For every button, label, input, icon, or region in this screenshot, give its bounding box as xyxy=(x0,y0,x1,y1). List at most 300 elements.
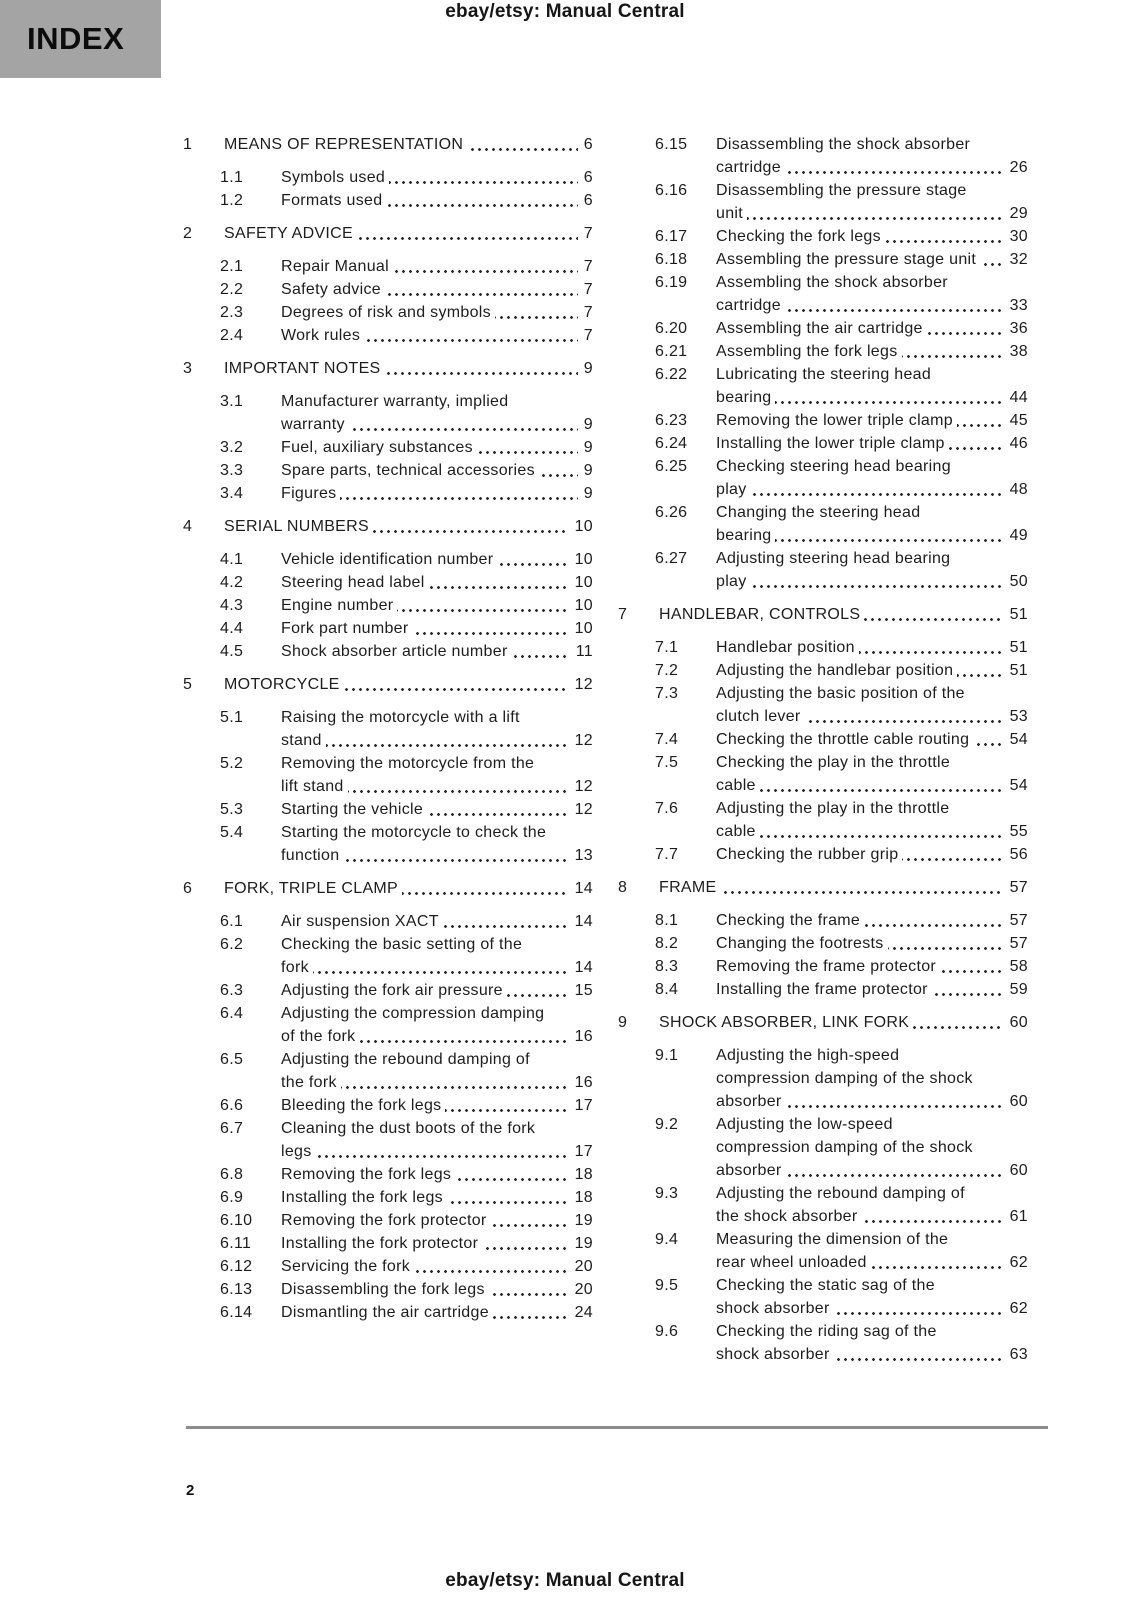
toc-entry-body xyxy=(281,910,593,933)
toc-column-right xyxy=(618,133,1028,1366)
toc-entry-page: 29 xyxy=(1004,202,1028,225)
toc-entry-title: Adjusting the rebound damping of the shock absorber xyxy=(716,1185,965,1225)
toc-entry-page: 53 xyxy=(1004,705,1028,728)
footer-divider xyxy=(186,1426,1048,1429)
toc-entry-number: 5 xyxy=(183,676,193,693)
toc-entry xyxy=(183,617,593,640)
toc-entry-number: 3 xyxy=(183,360,193,377)
toc-entry-body xyxy=(281,798,593,821)
toc-entry xyxy=(183,673,593,696)
toc-entry xyxy=(618,432,1028,455)
toc-entry-number: 8.2 xyxy=(655,935,679,952)
toc-entry-page: 20 xyxy=(569,1278,593,1301)
toc-entry-number: 3.1 xyxy=(220,393,244,410)
toc-entry-number: 7.7 xyxy=(655,846,679,863)
toc-entry-title: FORK, TRIPLE CLAMP xyxy=(224,880,402,897)
toc-entry-number: 6.1 xyxy=(220,913,244,930)
toc-entry xyxy=(618,1113,1028,1182)
toc-entry xyxy=(618,340,1028,363)
toc-entry-body xyxy=(716,978,1028,1001)
toc-entry-number: 6.19 xyxy=(655,274,688,291)
toc-entry-page: 10 xyxy=(569,548,593,571)
toc-entry-page: 60 xyxy=(1004,1159,1028,1182)
toc-entry-page: 48 xyxy=(1004,478,1028,501)
toc-entry xyxy=(183,133,593,156)
toc-entry-body xyxy=(224,877,593,900)
toc-entry-number: 6.26 xyxy=(655,504,688,521)
toc-entry-title: Checking the throttle cable routing xyxy=(716,731,973,748)
toc-entry-title: Figures xyxy=(281,485,340,502)
toc-entry-body xyxy=(716,955,1028,978)
toc-entry-title: Starting the motorcycle to check the function xyxy=(281,824,547,864)
toc-entry-number: 6.12 xyxy=(220,1258,253,1275)
toc-entry xyxy=(618,876,1028,899)
toc-entry-title: Disassembling the fork legs xyxy=(281,1281,489,1298)
toc-entry-page: 45 xyxy=(1004,409,1028,432)
toc-entry-title: SHOCK ABSORBER, LINK FORK xyxy=(659,1014,913,1031)
toc-entry-body xyxy=(716,636,1028,659)
toc-entry-title: Removing the frame protector xyxy=(716,958,940,975)
toc-entry-page: 17 xyxy=(569,1094,593,1117)
toc-entry-body xyxy=(716,932,1028,955)
toc-entry xyxy=(183,222,593,245)
toc-entry xyxy=(618,1011,1028,1034)
toc-entry-number: 3.4 xyxy=(220,485,244,502)
toc-entry-title: Adjusting the high-speed compression damping of the shock absorber xyxy=(716,1047,973,1110)
toc-entry-number: 4 xyxy=(183,518,193,535)
toc-entry xyxy=(618,843,1028,866)
toc-entry-body xyxy=(716,547,1028,593)
toc-entry-body xyxy=(716,1113,1028,1182)
toc-entry-number: 6.15 xyxy=(655,136,688,153)
toc-entry-title: Checking the rubber grip xyxy=(716,846,902,863)
toc-entry-number: 4.5 xyxy=(220,643,244,660)
toc-entry xyxy=(183,548,593,571)
toc-entry-body xyxy=(224,222,593,245)
toc-entry xyxy=(618,636,1028,659)
toc-entry-page: 51 xyxy=(1004,636,1028,659)
toc-entry-page: 17 xyxy=(569,1140,593,1163)
toc-entry xyxy=(183,1048,593,1094)
toc-entry xyxy=(183,640,593,663)
toc-entry-body xyxy=(281,390,593,436)
toc-entry xyxy=(183,357,593,380)
toc-entry-title: Servicing the fork xyxy=(281,1258,414,1275)
toc-entry-number: 6.7 xyxy=(220,1120,244,1137)
toc-entry-page: 7 xyxy=(578,301,593,324)
toc-entry-page: 54 xyxy=(1004,774,1028,797)
toc-entry-title: Removing the fork legs xyxy=(281,1166,455,1183)
toc-entry-title: SERIAL NUMBERS xyxy=(224,518,373,535)
toc-entry xyxy=(618,363,1028,409)
toc-entry-title: Starting the vehicle xyxy=(281,801,427,818)
toc-entry-title: Assembling the shock absorber cartridge xyxy=(716,274,948,314)
toc-entry-body xyxy=(281,1301,593,1324)
toc-entry-title: Adjusting the low-speed compression damping of the shock absorber xyxy=(716,1116,973,1179)
toc-entry-number: 9.6 xyxy=(655,1323,679,1340)
toc-entry xyxy=(183,324,593,347)
toc-entry-title: Handlebar position xyxy=(716,639,859,656)
toc-entry-body xyxy=(716,797,1028,843)
toc-entry xyxy=(618,1274,1028,1320)
toc-entry-body xyxy=(716,659,1028,682)
toc-entry xyxy=(183,459,593,482)
toc-entry-page: 62 xyxy=(1004,1251,1028,1274)
toc-entry-title: Bleeding the fork legs xyxy=(281,1097,445,1114)
toc-entry xyxy=(618,133,1028,179)
toc-entry-body xyxy=(716,363,1028,409)
toc-entry-number: 1 xyxy=(183,136,193,153)
toc-entry-body xyxy=(281,278,593,301)
toc-entry-body xyxy=(281,821,593,867)
toc-entry xyxy=(618,455,1028,501)
table-of-contents xyxy=(183,133,1028,1366)
toc-entry xyxy=(183,390,593,436)
toc-entry xyxy=(183,706,593,752)
toc-entry-page: 12 xyxy=(569,798,593,821)
toc-entry-page: 59 xyxy=(1004,978,1028,1001)
toc-entry xyxy=(618,547,1028,593)
toc-entry-title: HANDLEBAR, CONTROLS xyxy=(659,606,864,623)
toc-entry-number: 6.14 xyxy=(220,1304,253,1321)
toc-entry-number: 6.20 xyxy=(655,320,688,337)
toc-entry-number: 5.4 xyxy=(220,824,244,841)
toc-entry-page: 9 xyxy=(578,482,593,505)
toc-entry-page: 9 xyxy=(578,436,593,459)
toc-entry xyxy=(183,877,593,900)
toc-entry xyxy=(618,409,1028,432)
toc-entry-page: 7 xyxy=(578,324,593,347)
toc-entry-title: Checking the static sag of the shock absorber xyxy=(716,1277,935,1317)
toc-entry-body xyxy=(716,1182,1028,1228)
toc-entry-page: 6 xyxy=(578,189,593,212)
toc-entry-page: 10 xyxy=(569,515,593,538)
toc-entry xyxy=(618,797,1028,843)
toc-entry-title: Assembling the pressure stage unit xyxy=(716,251,980,268)
toc-entry-body xyxy=(281,617,593,640)
toc-entry-number: 6.4 xyxy=(220,1005,244,1022)
toc-entry-number: 9.3 xyxy=(655,1185,679,1202)
toc-entry-number: 4.3 xyxy=(220,597,244,614)
toc-entry-title: Checking the fork legs xyxy=(716,228,885,245)
toc-entry-number: 9.1 xyxy=(655,1047,679,1064)
toc-entry xyxy=(183,1117,593,1163)
toc-entry-number: 2.2 xyxy=(220,281,244,298)
toc-entry-page: 46 xyxy=(1004,432,1028,455)
toc-entry-body xyxy=(281,752,593,798)
toc-entry-title: Adjusting the handlebar position xyxy=(716,662,957,679)
toc-entry-body xyxy=(716,455,1028,501)
page-footer-title: ebay/etsy: Manual Central xyxy=(445,1570,685,1591)
toc-entry-title: FRAME xyxy=(659,879,721,896)
toc-entry xyxy=(183,278,593,301)
toc-entry xyxy=(183,255,593,278)
toc-entry-title: Work rules xyxy=(281,327,364,344)
toc-entry xyxy=(183,910,593,933)
toc-entry-body xyxy=(716,317,1028,340)
toc-entry-body xyxy=(281,459,593,482)
toc-entry-number: 6.6 xyxy=(220,1097,244,1114)
toc-entry-number: 2.4 xyxy=(220,327,244,344)
toc-entry xyxy=(618,909,1028,932)
toc-entry-page: 50 xyxy=(1004,570,1028,593)
toc-entry-page: 14 xyxy=(569,956,593,979)
toc-entry-page: 61 xyxy=(1004,1205,1028,1228)
toc-entry-page: 36 xyxy=(1004,317,1028,340)
toc-entry-title: Installing the frame protector xyxy=(716,981,932,998)
toc-entry xyxy=(618,1320,1028,1366)
toc-entry-body xyxy=(281,933,593,979)
toc-entry xyxy=(183,1232,593,1255)
toc-entry-body xyxy=(716,682,1028,728)
toc-entry-body xyxy=(716,501,1028,547)
toc-entry-number: 6.10 xyxy=(220,1212,253,1229)
toc-entry xyxy=(183,1002,593,1048)
toc-entry-body xyxy=(281,301,593,324)
toc-entry-body xyxy=(281,1163,593,1186)
toc-entry-page: 19 xyxy=(569,1232,593,1255)
toc-entry-number: 7.1 xyxy=(655,639,679,656)
toc-entry-number: 6.13 xyxy=(220,1281,253,1298)
toc-entry-body xyxy=(281,255,593,278)
toc-entry xyxy=(183,1186,593,1209)
toc-entry xyxy=(618,978,1028,1001)
toc-entry-number: 7.6 xyxy=(655,800,679,817)
toc-entry-title: Disassembling the shock absorber cartridge xyxy=(716,136,971,176)
toc-entry-page: 10 xyxy=(569,571,593,594)
toc-entry-title: IMPORTANT NOTES xyxy=(224,360,385,377)
toc-entry-number: 4.2 xyxy=(220,574,244,591)
toc-entry-body xyxy=(281,1232,593,1255)
toc-entry-body xyxy=(281,482,593,505)
toc-entry xyxy=(618,179,1028,225)
toc-entry-number: 6.18 xyxy=(655,251,688,268)
toc-entry-body xyxy=(281,1117,593,1163)
toc-entry-title: Checking the play in the throttle cable xyxy=(716,754,951,794)
toc-entry-body xyxy=(716,1274,1028,1320)
toc-entry-title: Adjusting steering head bearing play xyxy=(716,550,951,590)
toc-entry-number: 1.1 xyxy=(220,169,244,186)
toc-entry-page: 11 xyxy=(570,640,593,663)
toc-entry-title: Installing the fork legs xyxy=(281,1189,447,1206)
toc-entry-title: MEANS OF REPRESENTATION xyxy=(224,136,467,153)
toc-entry-number: 9.4 xyxy=(655,1231,679,1248)
toc-entry xyxy=(183,1094,593,1117)
toc-entry-number: 7.2 xyxy=(655,662,679,679)
toc-entry-title: Safety advice xyxy=(281,281,385,298)
toc-entry-title: Changing the footrests xyxy=(716,935,888,952)
toc-entry xyxy=(618,1182,1028,1228)
toc-entry xyxy=(618,501,1028,547)
toc-entry xyxy=(618,271,1028,317)
toc-entry-page: 6 xyxy=(578,133,593,156)
toc-entry-number: 6.27 xyxy=(655,550,688,567)
toc-entry-body xyxy=(224,133,593,156)
toc-entry-page: 57 xyxy=(1004,932,1028,955)
toc-entry xyxy=(618,751,1028,797)
toc-entry xyxy=(618,603,1028,626)
toc-entry-title: Vehicle identification number xyxy=(281,551,497,568)
toc-entry-number: 6.22 xyxy=(655,366,688,383)
toc-entry-body xyxy=(716,179,1028,225)
toc-entry xyxy=(183,1255,593,1278)
toc-entry-number: 6.5 xyxy=(220,1051,244,1068)
toc-entry-page: 60 xyxy=(1004,1090,1028,1113)
toc-entry-number: 8.1 xyxy=(655,912,679,929)
toc-entry xyxy=(618,1044,1028,1113)
toc-entry-page: 26 xyxy=(1004,156,1028,179)
toc-entry-page: 9 xyxy=(578,459,593,482)
toc-entry-title: Removing the lower triple clamp xyxy=(716,412,957,429)
toc-entry-number: 8.4 xyxy=(655,981,679,998)
toc-entry-number: 8 xyxy=(618,879,628,896)
toc-entry-page: 12 xyxy=(569,673,593,696)
toc-entry-body xyxy=(281,706,593,752)
toc-entry-number: 6.16 xyxy=(655,182,688,199)
toc-entry-page: 12 xyxy=(569,775,593,798)
toc-entry xyxy=(618,682,1028,728)
toc-entry-number: 8.3 xyxy=(655,958,679,975)
toc-entry-title: Assembling the air cartridge xyxy=(716,320,927,337)
toc-entry-page: 19 xyxy=(569,1209,593,1232)
toc-entry-body xyxy=(659,876,1028,899)
toc-entry-title: Adjusting the rebound damping of the fork xyxy=(281,1051,530,1091)
toc-entry-title: MOTORCYCLE xyxy=(224,676,344,693)
toc-entry-number: 6.11 xyxy=(220,1235,252,1252)
toc-entry-title: Spare parts, technical accessories xyxy=(281,462,539,479)
toc-entry-page: 15 xyxy=(569,979,593,1002)
toc-entry xyxy=(183,482,593,505)
toc-entry-title: Raising the motorcycle with a lift stand xyxy=(281,709,520,749)
toc-entry-title: Engine number xyxy=(281,597,397,614)
toc-entry-title: Cleaning the dust boots of the fork legs xyxy=(281,1120,536,1160)
toc-entry-number: 6 xyxy=(183,880,193,897)
toc-entry xyxy=(618,728,1028,751)
toc-entry-title: Degrees of risk and symbols xyxy=(281,304,495,321)
toc-entry-body xyxy=(281,1255,593,1278)
toc-entry-title: Steering head label xyxy=(281,574,429,591)
toc-entry-page: 7 xyxy=(578,222,593,245)
toc-entry-number: 7.5 xyxy=(655,754,679,771)
toc-entry-number: 9.5 xyxy=(655,1277,679,1294)
toc-entry-title: Air suspension XACT xyxy=(281,913,443,930)
toc-entry-title: Checking the riding sag of the shock absorber xyxy=(716,1323,937,1363)
toc-entry-number: 6.2 xyxy=(220,936,244,953)
toc-entry-number: 6.23 xyxy=(655,412,688,429)
page-header-title: ebay/etsy: Manual Central xyxy=(445,1,685,22)
toc-entry-page: 57 xyxy=(1004,876,1028,899)
toc-entry-body xyxy=(281,548,593,571)
toc-entry-title: Installing the fork protector xyxy=(281,1235,482,1252)
toc-entry-body xyxy=(281,640,593,663)
toc-entry-page: 51 xyxy=(1004,603,1028,626)
toc-entry-title: Checking the basic setting of the fork xyxy=(281,936,523,976)
toc-entry-page: 14 xyxy=(569,910,593,933)
toc-entry-page: 6 xyxy=(578,166,593,189)
toc-entry xyxy=(183,515,593,538)
toc-entry-number: 4.1 xyxy=(220,551,244,568)
toc-entry-page: 62 xyxy=(1004,1297,1028,1320)
toc-entry-page: 24 xyxy=(569,1301,593,1324)
toc-entry xyxy=(618,932,1028,955)
toc-entry-number: 6.3 xyxy=(220,982,244,999)
toc-entry xyxy=(183,436,593,459)
toc-entry-page: 32 xyxy=(1004,248,1028,271)
toc-entry-title: Measuring the dimension of the rear wheel unloaded xyxy=(716,1231,949,1271)
toc-entry-body xyxy=(716,728,1028,751)
toc-entry-title: Manufacturer warranty, implied warranty xyxy=(281,393,509,433)
toc-entry-number: 7.4 xyxy=(655,731,679,748)
toc-entry xyxy=(618,225,1028,248)
toc-entry-number: 2.1 xyxy=(220,258,244,275)
toc-entry-page: 57 xyxy=(1004,909,1028,932)
toc-entry-body xyxy=(281,1048,593,1094)
toc-entry xyxy=(183,1163,593,1186)
toc-entry-body xyxy=(716,751,1028,797)
toc-entry xyxy=(183,301,593,324)
toc-entry-title: SAFETY ADVICE xyxy=(224,225,357,242)
toc-entry-number: 6.24 xyxy=(655,435,688,452)
toc-entry-body xyxy=(716,248,1028,271)
toc-column-left xyxy=(183,133,593,1366)
toc-entry-title: Adjusting the basic position of the clutch lever xyxy=(716,685,965,725)
toc-entry-body xyxy=(716,340,1028,363)
toc-entry-page: 30 xyxy=(1004,225,1028,248)
toc-entry-body xyxy=(716,1044,1028,1113)
toc-entry-number: 6.21 xyxy=(655,343,688,360)
toc-entry-number: 5.1 xyxy=(220,709,244,726)
toc-entry-body xyxy=(224,357,593,380)
toc-entry-body xyxy=(281,1094,593,1117)
toc-entry-title: Disassembling the pressure stage unit xyxy=(716,182,967,222)
toc-entry-number: 7.3 xyxy=(655,685,679,702)
toc-entry xyxy=(618,248,1028,271)
toc-entry-number: 2 xyxy=(183,225,193,242)
toc-entry xyxy=(618,1228,1028,1274)
toc-entry-body xyxy=(281,436,593,459)
toc-entry-title: Adjusting the compression damping of the fork xyxy=(281,1005,545,1045)
toc-entry-title: Changing the steering head bearing xyxy=(716,504,921,544)
toc-entry-title: Assembling the fork legs xyxy=(716,343,902,360)
toc-entry-page: 13 xyxy=(569,844,593,867)
page-number: 2 xyxy=(186,1482,195,1499)
toc-entry xyxy=(618,955,1028,978)
toc-entry-number: 7 xyxy=(618,606,628,623)
toc-entry xyxy=(183,821,593,867)
toc-entry-page: 9 xyxy=(578,413,593,436)
toc-entry-body xyxy=(281,1186,593,1209)
toc-entry-body xyxy=(716,432,1028,455)
toc-entry xyxy=(183,752,593,798)
toc-entry-body xyxy=(281,594,593,617)
toc-entry-title: Fuel, auxiliary substances xyxy=(281,439,477,456)
toc-entry-body xyxy=(224,673,593,696)
toc-entry-title: Checking the frame xyxy=(716,912,864,929)
toc-entry-page: 14 xyxy=(569,877,593,900)
toc-entry-body xyxy=(281,324,593,347)
toc-entry xyxy=(183,571,593,594)
toc-entry-body xyxy=(281,189,593,212)
toc-entry-page: 18 xyxy=(569,1186,593,1209)
toc-entry-number: 5.2 xyxy=(220,755,244,772)
toc-entry-page: 38 xyxy=(1004,340,1028,363)
toc-entry xyxy=(183,933,593,979)
toc-entry-page: 20 xyxy=(569,1255,593,1278)
toc-entry-page: 33 xyxy=(1004,294,1028,317)
toc-entry-number: 3.3 xyxy=(220,462,244,479)
toc-entry-body xyxy=(281,1002,593,1048)
toc-entry-page: 12 xyxy=(569,729,593,752)
